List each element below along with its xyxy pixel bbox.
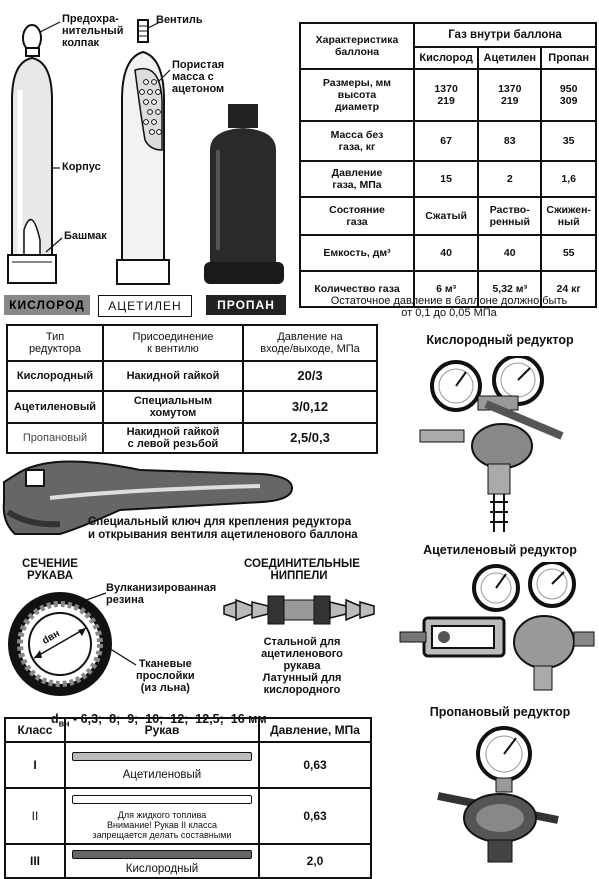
row-label: Емкость, дм³ (300, 235, 414, 271)
class-value: III (5, 844, 65, 878)
pressure-value: 2,0 (259, 844, 371, 878)
hose-warning: Внимание! Рукав II класса запрещается делать составными (92, 819, 232, 840)
cell: 55 (541, 235, 596, 271)
header-gas: Газ внутри баллона (414, 23, 596, 47)
row-label: Масса без газа, кг (300, 121, 414, 161)
hose-bar (72, 850, 252, 859)
cell: 1370 219 (414, 69, 478, 121)
diameter-subscript: вн (58, 718, 70, 729)
diameter-values: - 6,3; 8; 9; 10; 12; 12,5; 16 мм (69, 712, 267, 726)
brass-nipple-label: Латунный для кислородного (262, 672, 342, 696)
cell: Сжижен- ный (541, 197, 596, 235)
row-label: Состояние газа (300, 197, 414, 235)
reducer-type: Кислородный (7, 361, 103, 391)
wrench-caption: Специальный ключ для крепления редуктора и открывания вентиля ацетиленового баллона (88, 516, 358, 541)
gas-propane: Пропан (541, 47, 596, 69)
reducer-pressure: 2,5/0,3 (243, 423, 377, 453)
acetylene-cylinder (117, 20, 169, 284)
hose-bar (72, 752, 252, 761)
acetylene-reducer-illustration (396, 562, 596, 692)
cell: 40 (478, 235, 541, 271)
header-hose: Рукав (65, 718, 259, 742)
reducer-pressure: 20/3 (243, 361, 377, 391)
pressure-value: 0,63 (259, 742, 371, 788)
hose-name: Кислородный (125, 862, 199, 875)
reducer-connection: Накидной гайкой с левой резьбой (103, 423, 243, 453)
cell: 6 м³ (414, 271, 478, 307)
header-connection: Присоединение к вентилю (103, 325, 243, 361)
propane-cylinder (204, 104, 284, 284)
nipples-title: СОЕДИНИТЕЛЬНЫЕ НИППЕЛИ (244, 558, 360, 582)
header-pressure: Давление на входе/выходе, МПа (243, 325, 377, 361)
rubber-label: Вулканизированная резина (106, 582, 217, 606)
cell: 35 (541, 121, 596, 161)
propane-reducer-illustration (428, 724, 568, 864)
hose-bar (72, 795, 252, 804)
hose-cell (65, 788, 259, 844)
cell: 5,32 м³ (478, 271, 541, 307)
row-label: Количество газа (300, 271, 414, 307)
oxygen-cylinder (8, 25, 56, 283)
shoe-label: Башмак (64, 230, 107, 242)
oxygen-reducer-title: Кислородный редуктор (426, 333, 574, 347)
reducer-connection: Накидной гайкой (103, 361, 243, 391)
reducer-connection: Специальным хомутом (103, 391, 243, 423)
cell: 2 (478, 161, 541, 197)
diameter-mark: dвн (40, 628, 62, 647)
reducer-table (6, 324, 378, 454)
class-value: I (5, 742, 65, 788)
reducer-type: Ацетиленовый (7, 391, 103, 423)
pressure-value: 0,63 (259, 788, 371, 844)
header-type: Тип редуктора (7, 325, 103, 361)
hose-cell (65, 742, 259, 788)
cell: 1,6 (541, 161, 596, 197)
hose-name: Для жидкого топлива (117, 809, 207, 820)
reducer-type: Пропановый (7, 423, 103, 453)
cell: Раство- ренный (478, 197, 541, 235)
valve-label: Вентиль (156, 14, 203, 26)
hose-name: Ацетиленовый (122, 768, 202, 781)
nipple-illustration (222, 588, 376, 632)
cap-label: Предохра- нительный колпак (62, 13, 124, 49)
residual-pressure-note: Остаточное давление в баллоне должно быть от 0,1 до 0,05 МПа (330, 295, 568, 319)
propane-tag: ПРОПАН (206, 295, 286, 315)
header-pressure: Давление, МПа (259, 718, 371, 742)
propane-reducer-title: Пропановый редуктор (429, 705, 571, 719)
hose-section-title: СЕЧЕНИЕ РУКАВА (22, 558, 78, 582)
oxygen-reducer-illustration (416, 356, 566, 534)
body-label: Корпус (62, 161, 101, 173)
gas-oxygen: Кислород (414, 47, 478, 69)
porous-mass-label: Пористая масса с ацетоном (172, 59, 225, 95)
cell: 40 (414, 235, 478, 271)
cell: Сжатый (414, 197, 478, 235)
hose-class-table (4, 717, 372, 879)
hose-leaders (60, 585, 140, 675)
gas-acetylene: Ацетилен (478, 47, 541, 69)
acetylene-reducer-title: Ацетиленовый редуктор (423, 543, 577, 557)
steel-nipple-label: Стальной для ацетиленового рукава (261, 636, 343, 672)
gas-characteristics-table (299, 22, 597, 308)
cell: 83 (478, 121, 541, 161)
hose-cell (65, 844, 259, 878)
cell: 67 (414, 121, 478, 161)
diameter-prefix: d (50, 712, 59, 726)
cylinders-illustration (0, 0, 295, 320)
cell: 24 кг (541, 271, 596, 307)
row-label: Размеры, мм высота диаметр (300, 69, 414, 121)
cell: 1370 219 (478, 69, 541, 121)
header-characteristic: Характеристика баллона (300, 23, 414, 69)
class-value: II (5, 788, 65, 844)
fabric-label: Тканевые прослойки (из льна) (136, 658, 195, 694)
row-label: Давление газа, МПа (300, 161, 414, 197)
header-class: Класс (5, 718, 65, 742)
cell: 950 309 (541, 69, 596, 121)
acetylene-tag: АЦЕТИЛЕН (98, 295, 192, 317)
reducer-pressure: 3/0,12 (243, 391, 377, 423)
oxygen-tag: КИСЛОРОД (4, 295, 90, 315)
cell: 15 (414, 161, 478, 197)
